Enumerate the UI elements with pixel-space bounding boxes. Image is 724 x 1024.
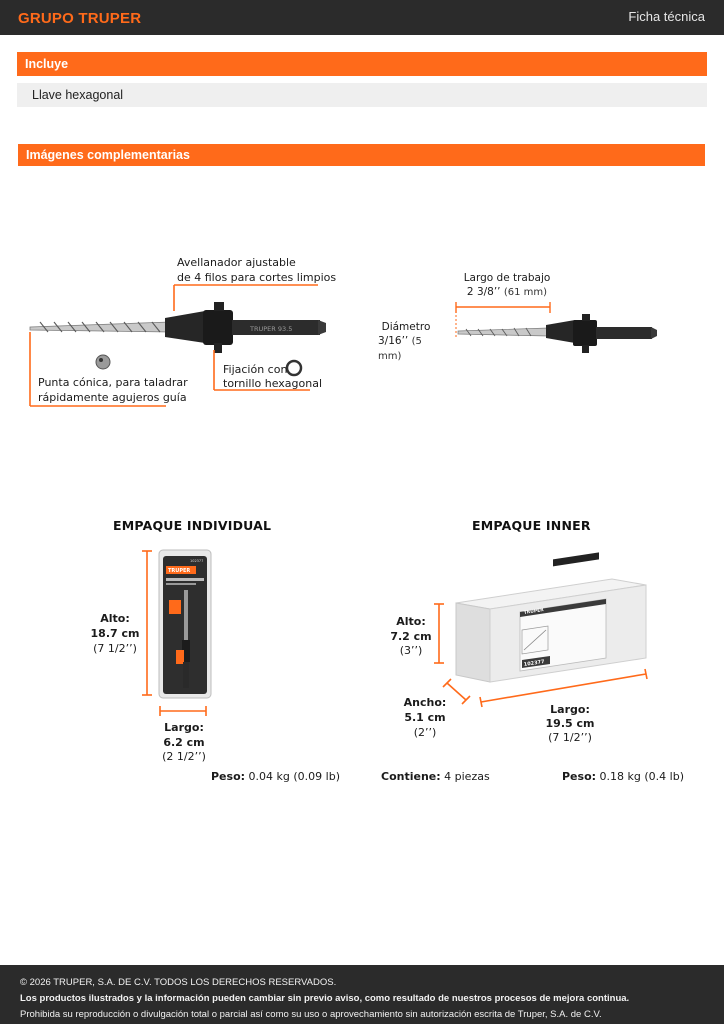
- inner-height-cm: 7.2 cm: [390, 630, 432, 643]
- document-type: Ficha técnica: [628, 9, 705, 24]
- footer-prohibition: Prohibida su reproducción o divulgación total o parcial así como su uso o aprovechamiento sin autorización escrita de Truper, S.A. de C.V.: [20, 1009, 602, 1020]
- work-length-label: Largo de trabajo: [463, 272, 551, 284]
- inner-width-label: Ancho:: [403, 696, 447, 709]
- brand-logo: GRUPO TRUPER: [18, 10, 142, 27]
- tip-callout-line1: Punta cónica, para taladrar: [38, 376, 188, 389]
- inner-pack-title: EMPAQUE INNER: [472, 518, 591, 533]
- countersink-callout-line2: de 4 filos para cortes limpios: [177, 271, 337, 284]
- diameter-label: Diámetro: [381, 321, 431, 333]
- fixing-callout-line2: tornillo hexagonal: [223, 377, 323, 390]
- inner-height-label: Alto:: [396, 615, 426, 628]
- footer-notice: Los productos ilustrados y la información pueden cambiar sin previo aviso, como resultado de nuestros procesos de mejora continua.: [20, 993, 630, 1004]
- box-code: 102377: [523, 658, 545, 668]
- inner-length-cm: 19.5 cm: [545, 717, 595, 730]
- includes-heading: Incluye: [17, 52, 707, 76]
- complementary-heading: Imágenes complementarias: [18, 144, 705, 166]
- inner-length-label: Largo:: [550, 703, 590, 716]
- individual-length-cm: 6.2 cm: [163, 736, 205, 749]
- countersink-callout-line1: Avellanador ajustable: [177, 256, 296, 269]
- diameter-value: 3/16’’: [378, 335, 409, 347]
- footer: [0, 965, 724, 1024]
- individual-length-in: (2 1/2’’): [162, 750, 206, 763]
- individual-height-label: Alto:: [100, 612, 130, 625]
- individual-weight: Peso: 0.04 kg (0.09 lb): [211, 770, 340, 783]
- inner-width-cm: 5.1 cm: [404, 711, 446, 724]
- work-length-metric: (61 mm): [503, 287, 548, 298]
- individual-height-in: (7 1/2’’): [93, 642, 137, 655]
- inner-height-in: (3’’): [399, 644, 423, 657]
- tip-callout-line2: rápidamente agujeros guía: [38, 391, 187, 404]
- box-brand: TRUPER: [523, 608, 545, 616]
- work-length-value: 2 3/8’’: [466, 286, 501, 298]
- inner-length-in: (7 1/2’’): [548, 731, 592, 744]
- pack-card-brand: TRUPER: [168, 568, 191, 574]
- individual-length-label: Largo:: [164, 721, 204, 734]
- fixing-callout-line1: Fijación con: [223, 363, 288, 376]
- inner-contains: Contiene: 4 piezas: [381, 770, 490, 783]
- individual-pack-title: EMPAQUE INDIVIDUAL: [113, 518, 272, 533]
- footer-copyright: © 2026 TRUPER, S.A. DE C.V. TODOS LOS DERECHOS RESERVADOS.: [20, 977, 337, 988]
- includes-item: Llave hexagonal: [17, 83, 707, 107]
- individual-height-cm: 18.7 cm: [90, 627, 140, 640]
- bit-marking: TRUPER 93.5: [250, 325, 293, 333]
- diameter-metric: (5 mm): [378, 336, 422, 362]
- inner-width-in: (2’’): [413, 726, 437, 739]
- inner-weight: Peso: 0.18 kg (0.4 lb): [562, 770, 684, 783]
- pack-card-code: 102377: [190, 559, 204, 563]
